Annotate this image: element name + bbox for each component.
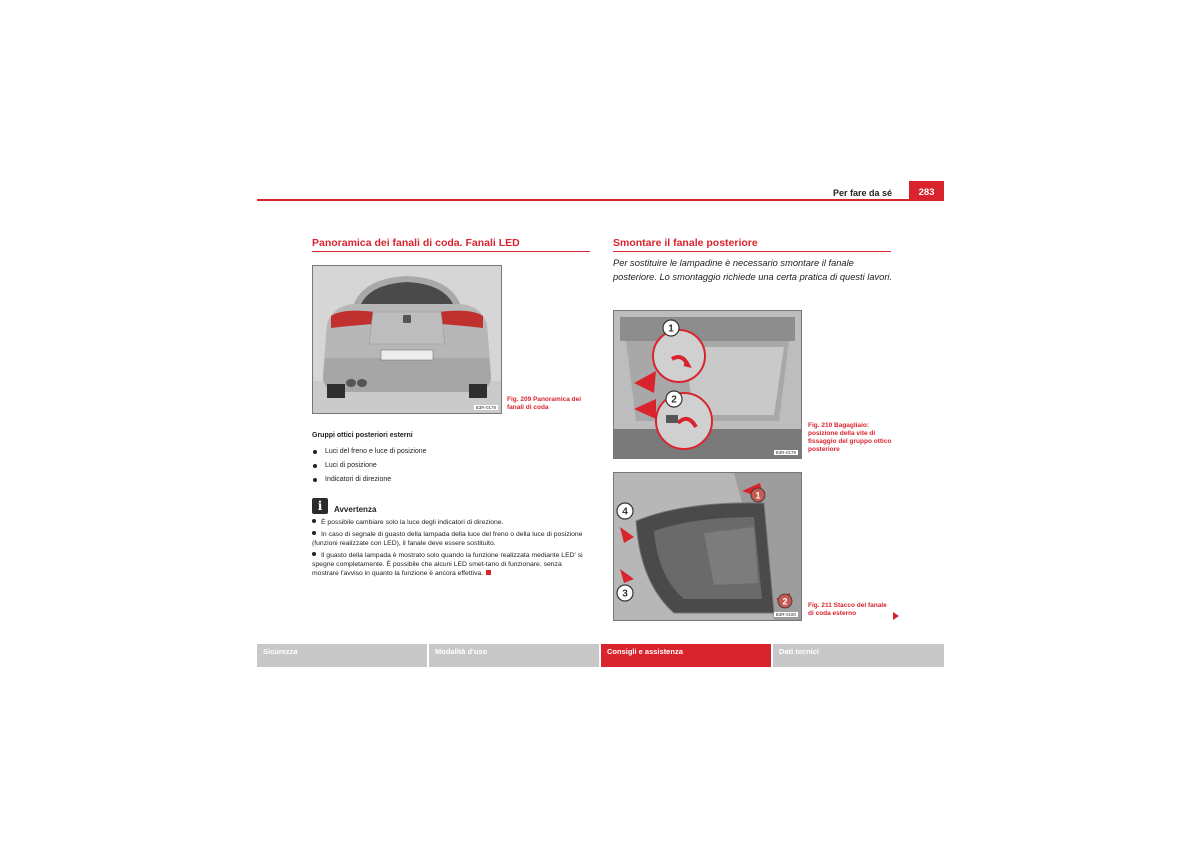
bullet-icon: [312, 519, 316, 523]
label-2: 2: [782, 596, 788, 607]
figure-code: B3R-0178: [475, 405, 496, 410]
figure-209-caption: Fig. 209 Panoramica dei fanali di coda: [507, 396, 582, 411]
tab-sicurezza[interactable]: Sicurezza: [257, 644, 427, 667]
list-item: Indicatori di direzione: [312, 475, 427, 489]
subheading: Gruppi ottici posteriori esterni: [312, 432, 413, 439]
label-1: 1: [755, 490, 761, 501]
figure-211-tail-light: [613, 472, 802, 621]
figure-210-trunk: [613, 310, 802, 459]
tab-dati-tecnici[interactable]: Dati tecnici: [773, 644, 944, 667]
note-item: È possibile cambiare solo la luce degli indicatori di direzione.: [312, 518, 590, 527]
header-rule: [257, 199, 909, 201]
left-section-title: Panoramica dei fanali di coda. Fanali LED: [312, 237, 520, 249]
right-title-rule: [613, 251, 891, 252]
figure-code: B3R-0179: [775, 450, 796, 455]
list-item: Luci di posizione: [312, 461, 427, 475]
bullet-list: [312, 447, 427, 489]
label-2: 2: [671, 394, 677, 406]
label-4: 4: [622, 506, 628, 518]
figure-210-caption: Fig. 210 Bagagliaio: posizione della vite di fissaggio del gruppo ottico posteriore: [808, 422, 892, 453]
tab-consigli-assistenza[interactable]: Consigli e assistenza: [601, 644, 771, 667]
label-3: 3: [622, 588, 628, 600]
note-body: [312, 518, 590, 581]
bullet-icon: [312, 552, 316, 556]
note-item: In caso di segnale di guasto della lampada della luce del freno o della luce di posizione (funzioni realizzate con LED), il fanale deve essere sostituito.: [312, 531, 583, 547]
figure-code: B3R-0180: [775, 612, 796, 617]
figure-211-caption: Fig. 211 Stacco del fanale di coda esterno: [808, 602, 887, 617]
figure-211-labels: [614, 473, 801, 620]
right-section-title: Smontare il fanale posteriore: [613, 237, 758, 249]
section-end-icon: [486, 570, 491, 575]
page-number: 283: [909, 181, 944, 201]
rear-car-illustration: [313, 266, 501, 413]
list-item: Luci del freno e luce di posizione: [312, 447, 427, 461]
bullet-icon: [312, 531, 316, 535]
tab-modalita-uso[interactable]: Modalità d'uso: [429, 644, 599, 667]
next-page-arrow-icon[interactable]: [893, 612, 899, 620]
left-title-rule: [312, 251, 590, 252]
figure-210-labels: [614, 311, 801, 458]
info-icon: i: [312, 498, 328, 514]
note-title: Avvertenza: [334, 505, 377, 514]
figure-209-rear-car: [312, 265, 502, 414]
label-1: 1: [668, 323, 674, 335]
note-item: Il guasto della lampada è mostrato solo quando la funzione realizzata mediante LED' si spegne completamente. È possibile che alcuni LED smet-tano di funzionare, senza mostrare l'avviso in quanto la funzione è ancora effettiva.: [312, 552, 583, 577]
intro-text: Per sostituire le lampadine è necessario smontare il fanale posteriore. Lo smontaggio richiede una certa pratica di questi lavori.: [613, 258, 893, 282]
section-title: Per fare da sé: [832, 188, 892, 198]
